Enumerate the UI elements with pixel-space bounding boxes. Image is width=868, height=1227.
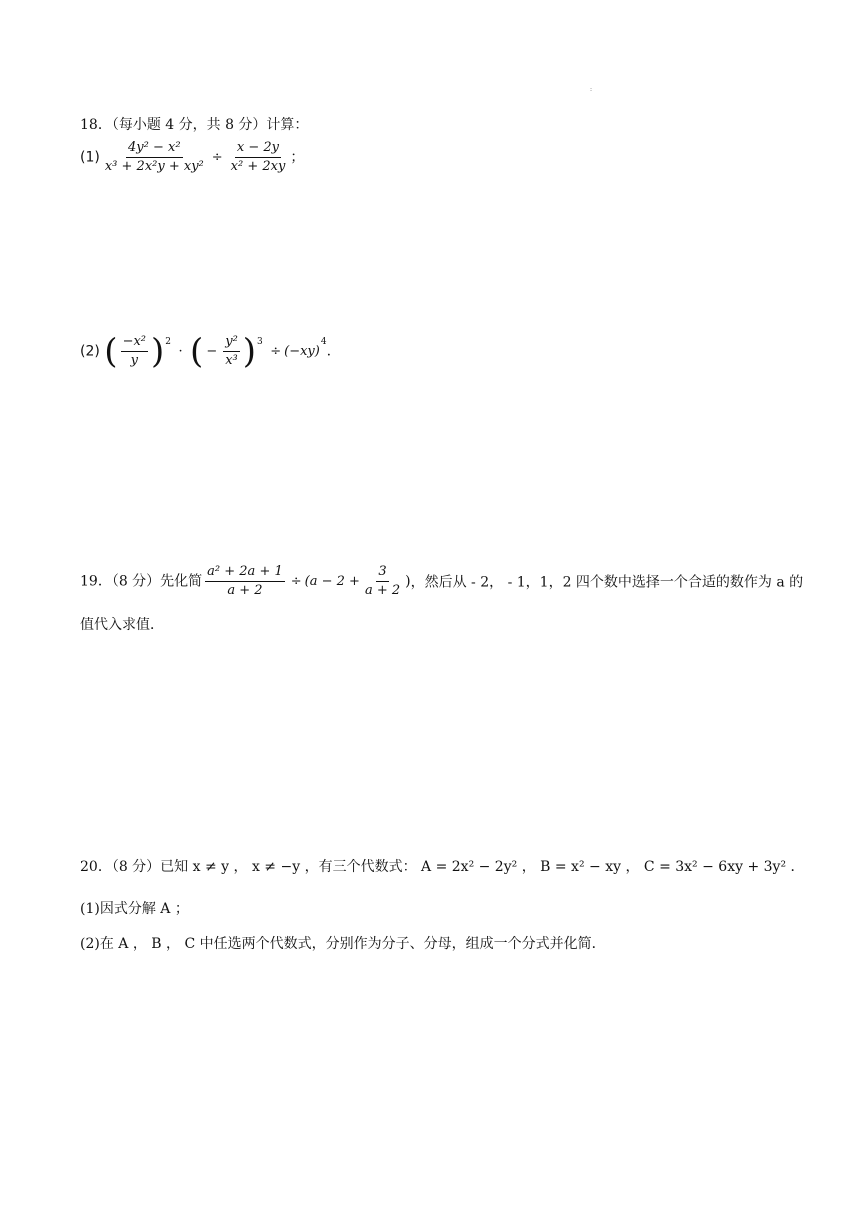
- divide-sign: ÷: [290, 574, 302, 589]
- fraction-denominator: x³: [225, 353, 238, 368]
- q18-part1-label: (1): [80, 149, 100, 166]
- right-paren: ): [242, 331, 257, 372]
- fraction-numerator: 3: [376, 564, 388, 582]
- q19-open: (a − 2 +: [304, 574, 360, 589]
- dot-sign: ·: [178, 344, 183, 359]
- exponent: 2: [165, 336, 171, 347]
- q18-part1-fraction-1: [103, 140, 206, 175]
- q19-fraction-1: [205, 564, 285, 599]
- right-paren: ): [151, 331, 165, 372]
- divide-sign: ÷: [270, 344, 282, 359]
- fraction-numerator: x − 2y: [235, 140, 281, 158]
- minus-sign: −: [206, 344, 218, 359]
- q18-part2-fraction-2: [223, 334, 240, 369]
- fraction-numerator: −x²: [121, 334, 148, 352]
- q20-line-1: 20．（8 分）已知 x ≠ y ， x ≠ −y ，有三个代数式： A = 2x² − 2y² ， B = x² − xy ， C = 3x² − 6xy + 3y² ．: [80, 859, 805, 875]
- fraction-numerator: y²: [223, 334, 240, 352]
- q19-line-1: [80, 564, 803, 599]
- q18-part2: [80, 331, 332, 372]
- exponent: 4: [320, 336, 327, 347]
- q19-fraction-2: [363, 564, 402, 599]
- exponent: 3: [257, 336, 263, 347]
- q18-part2-label: (2): [80, 343, 100, 360]
- fraction-numerator: 4y² − x²: [126, 140, 183, 158]
- q18-part2-end: .: [326, 343, 332, 360]
- q19-line-2: 值代入求值．: [80, 617, 164, 633]
- fraction-denominator: y: [130, 353, 138, 368]
- q20-part1: (1)因式分解 A ；: [80, 901, 189, 917]
- q18-part1-end: ；: [290, 149, 305, 166]
- left-paren: (: [190, 331, 204, 372]
- fraction-denominator: a + 2: [227, 583, 263, 598]
- q18-part2-term: (−xy): [284, 344, 320, 359]
- q18-part1: [80, 140, 304, 175]
- q18-part1-fraction-2: [229, 140, 288, 175]
- q19-close: ): [405, 573, 411, 590]
- left-paren: (: [104, 331, 118, 372]
- fraction-denominator: a + 2: [364, 583, 401, 598]
- q19-suffix: ，然后从 ‑ 2， ‑ 1，1，2 四个数中选择一个合适的数作为 a 的: [410, 574, 804, 591]
- q18-header: 18．（每小题 4 分，共 8 分）计算：: [80, 117, 309, 133]
- divide-sign: ÷: [211, 150, 223, 165]
- q18-part2-fraction-1: [121, 334, 148, 369]
- q20-part2: (2)在 A ， B ， C 中任选两个代数式，分别作为分子、分母，组成一个分式并化简．: [80, 936, 606, 952]
- q19-prefix: 19．（8 分）先化简: [80, 573, 203, 590]
- page-mark: :: [590, 86, 593, 93]
- fraction-numerator: a² + 2a + 1: [205, 564, 285, 582]
- fraction-denominator: x³ + 2x²y + xy²: [104, 159, 204, 174]
- fraction-denominator: x² + 2xy: [230, 159, 286, 174]
